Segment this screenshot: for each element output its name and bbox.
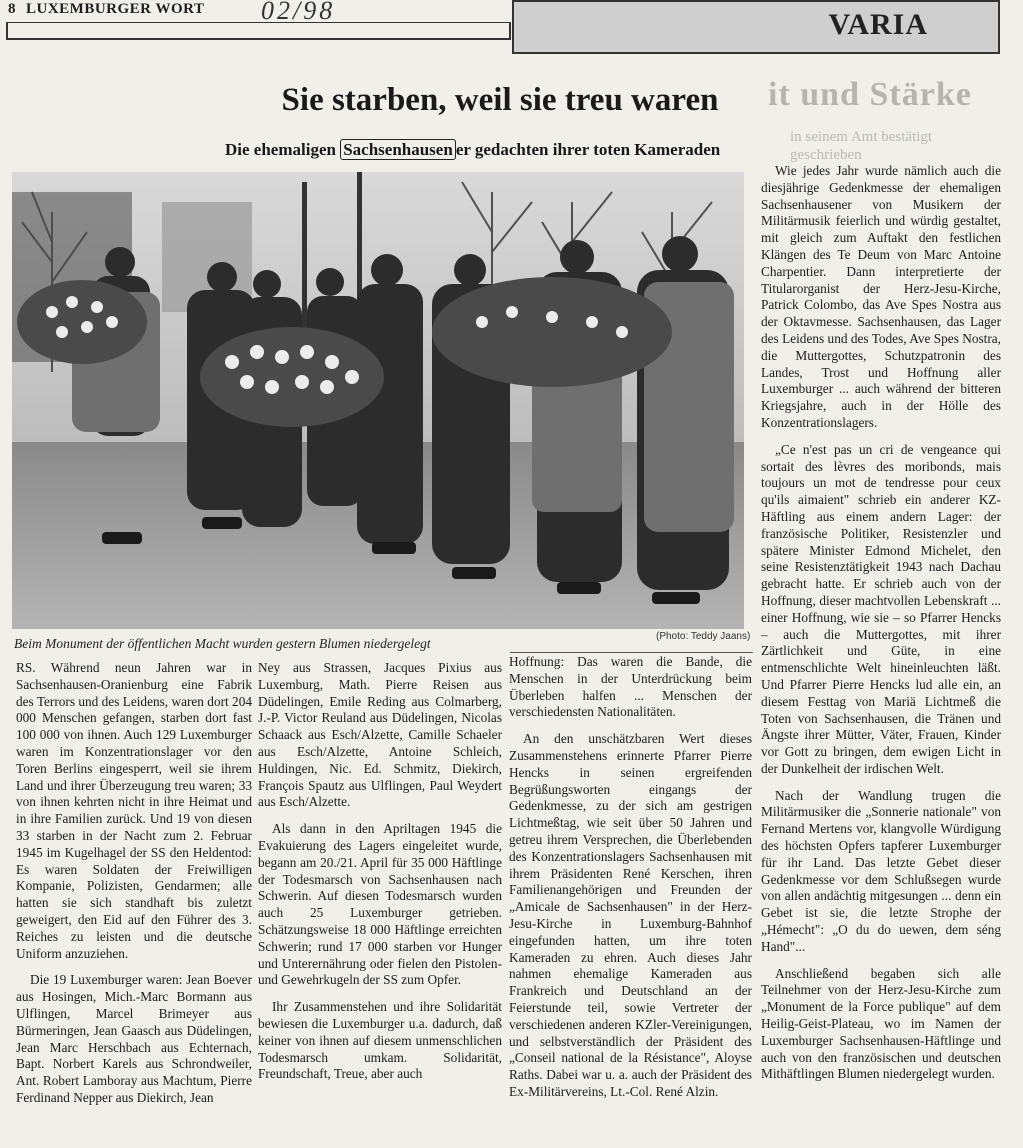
publication-name: LUXEMBURGER WORT [26, 1, 205, 17]
handwritten-date: 02/98 [261, 0, 336, 25]
article-column-1 [16, 660, 252, 1117]
bleed-through-text [790, 128, 932, 164]
paragraph: Anschließend begaben sich alle Teilnehmer von der Herz-Jesu-Kirche zum „Monument de la Force publique" auf dem Heilig-Geist-Plateau, wo im Namen der Luxemburger Sachsenhausen-Häftlinge und auch von den französischen und deutschen Mithäftlingen Blumen niedergelegt wurden. [761, 965, 1001, 1082]
paragraph: Die 19 Luxemburger waren: Jean Boever aus Hosingen, Mich.-Marc Bormann aus Ulflingen, Marcel Brimeyer aus Bürmeringen, Jean Gaasch aus Düdelingen, Jean Marc Herschbach aus Echternach, Bapt. Norbert Karels aus Schrondweiler, Ant. Robert Lamboray aus Machtum, Pierre Ferdinand Nepper aus Diekirch, Jean [16, 972, 252, 1105]
article-column-2 [258, 660, 502, 1093]
bleed-through-headline: it und Stärke [768, 76, 972, 113]
article-headline: Sie starben, weil sie treu waren [281, 82, 719, 118]
article-column-3 [509, 654, 752, 1111]
paragraph: „Ce n'est pas un cri de vengeance qui sortait des lèvres des moribonds, mais toujours un mot de tendresse pour ceux qu'ils aimaient" schrieb ein anderer KZ-Häftling aus einem andern Lager: der französische Politiker, Resistenzler und spätere Minister Edmond Michelet, den seine Resistenztätigkeit 1943 nach Dachau gebracht hatte. Er schrieb auch von der Hoffnung, dieser machtvollen Lebenskraft ... einer Hoffnung, wie sie – so Pfarrer Hencks – auch die Muttergottes, mit ihrer Zärtlichkeit und Güte, in eine entmenschlichte Welt hineinleuchten läßt. Und Pfarrer Pierre Hencks lud alle ein, an diesem Festtag von Mariä Lichtmeß die Toten von Sachsenhausen, die Tränen und Ängste ihrer Mütter, Väter, Frauen, Kinder vor Gott zu bringen, dem ewigen Licht in der Dunkelheit der irdischen Welt. [761, 441, 1001, 776]
bleed-through-line: in seinem Amt bestätigt [790, 129, 933, 145]
article-photo [12, 172, 744, 629]
article-column-4 [761, 163, 1001, 1093]
subhead-part: Die ehemaligen [225, 140, 341, 159]
paragraph: RS. Während neun Jahren war in Sachsenhausen-Oranienburg eine Fabrik des Terrors und des Leidens, waren dort 204 000 Menschen gefangen, starben dort fast 100 000 von ihnen. Auch 129 Luxemburger waren im Konzentrationslager vor den Toren Berlins eingesperrt, weil sie ihrem Land und ihrer Überzeugung treu waren; 33 von ihnen kehrten nicht in ihre Heimat und in ihre Familien zurück. Und 19 von diesen 33 starben in der Nacht zum 2. Februar 1945 im Kugelhagel der SS den Heldentod: Es waren Soldaten der Freiwilligen Kompanie, Polizisten, Gendarmen; alle hatten sie sich standhaft bis zuletzt geweigert, den Eid auf den Führer des 3. Reiches zu leisten und die deutsche Uniform anzuziehen. [16, 660, 252, 961]
subhead-marked-word: Sachsenhausen [340, 139, 456, 160]
paragraph: Hoffnung: Das waren die Bande, die Menschen in der Unterdrückung beim Überleben halfen ... Menschen der verschiedensten Nationalitäten. [509, 654, 752, 720]
paragraph: Wie jedes Jahr wurde nämlich auch die diesjährige Gedenkmesse der ehemaligen Sachsenhausener von Musikern der Militärmusik feierlich und würdig gestaltet, mit gleich zum Auftakt den festlichen Klängen des Te Deum von Marc Antoine Charpentier. Dann interpretierte der Titularorganist der Herz-Jesu-Kirche, Patrick Colombo, das Ave Spes Nostra aus der Oktavmesse. Sachsenhausen, das Lager des Leidens und des Todes, Ave Spes Nostra, die Muttergottes, Schutzpatronin des Landes, Trost und Hoffnung aller Luxemburger ... auch während der bitteren Kriegsjahre, auch in der Hölle des Konzentrationslagers. [761, 163, 1001, 430]
article-subhead [225, 140, 785, 160]
page-header-left [6, 0, 511, 42]
paragraph: Als dann in den Apriltagen 1945 die Evakuierung des Lagers eingeleitet wurde, begann am 20./21. April für 35 000 Häftlinge der Todesmarsch von Sachsenhausen nach Schwerin. Auf diesen Todesmarsch wurden auch 25 Luxemburger getrieben. Schätzungsweise 18 000 Häftlinge erreichten Schwerin; rund 17 000 starben vor Hunger und Unterernährung oder fielen den Pistolen- und Gewehrkugeln der SS zum Opfer. [258, 821, 502, 988]
photo-caption: Beim Monument der öffentlichen Macht wurden gestern Blumen niedergelegt [14, 636, 431, 651]
section-title: VARIA [828, 8, 928, 41]
section-header [512, 0, 1000, 54]
header-frame [6, 22, 511, 40]
column-rule [510, 652, 753, 653]
page-number: 8 [8, 1, 16, 17]
paragraph: Nach der Wandlung trugen die Militärmusiker die „Sonnerie nationale" von Fernand Mertens vor, klangvolle Würdigung des höchsten Opfers tapferer Luxemburger für ihr Land. Das letzte Gebet dieser Gedenkmesse vor dem Schlußsegen wurde von allen andächtig mitgesungen ... denn ein Gebet ist sie, die letzte Strophe der „Hémecht": „O du do uewen, dem séng Hand"... [761, 787, 1001, 954]
subhead-part: er gedachten ihrer toten Kameraden [455, 140, 721, 159]
paragraph: Ney aus Strassen, Jacques Pixius aus Luxemburg, Math. Pierre Reisen aus Düdelingen, Emile Reding aus Colmarberg, J.-P. Victor Reuland aus Düdelingen, Nicolas Schaack aus Esch/Alzette, Camille Schaeler aus Esch/Alzette, Antoine Schleich, Huldingen, Nic. Ed. Schmitz, Diekirch, François Spautz aus Ulflingen, Paul Weydert aus Esch/Alzette. [258, 660, 502, 810]
paragraph: An den unschätzbaren Wert dieses Zusammenstehens erinnerte Pfarrer Pierre Hencks in seinen ergreifenden Begrüßungsworten eingangs der Gedenkmesse, zu der sich am gestrigen Lichtmeßtag, wie seit über 50 Jahren und getreu ihrem Versprechen, die Überlebenden des Konzentrationslagers Sachsenhausen mit ihrem Präsidenten René Kerschen, ihren Familienangehörigen und Freunden der „Amicale de Sachsenhausen" in der Herz-Jesu-Kirche in Luxemburg-Bahnhof eingefunden hatten, um ihre toten Kameraden zu ehren. Auch dieses Jahr nahmen ehemalige Kameraden aus Frankreich und Deutschland an der Feierstunde teil, sowie Vertreter der verschiedenen anderen KZler-Vereinigungen, und selbstverständlich der Präsident des „Conseil national de la Résistance", Aloyse Raths. Dabei war u. a. auch der Präsident des Ex-Militärvereins, Lt.-Col. René Alzin. [509, 731, 752, 1099]
paragraph: Ihr Zusammenstehen und ihre Solidarität bewiesen die Luxemburger u.a. dadurch, daß keiner von ihnen auf diesem unmenschlichen Todesmarsch umkam. Solidarität, Freundschaft, Treue, aber auch [258, 999, 502, 1082]
photo-credit: (Photo: Teddy Jaans) [656, 631, 751, 642]
photo-illustration [12, 172, 744, 629]
bleed-through-line: geschrieben [790, 147, 862, 163]
